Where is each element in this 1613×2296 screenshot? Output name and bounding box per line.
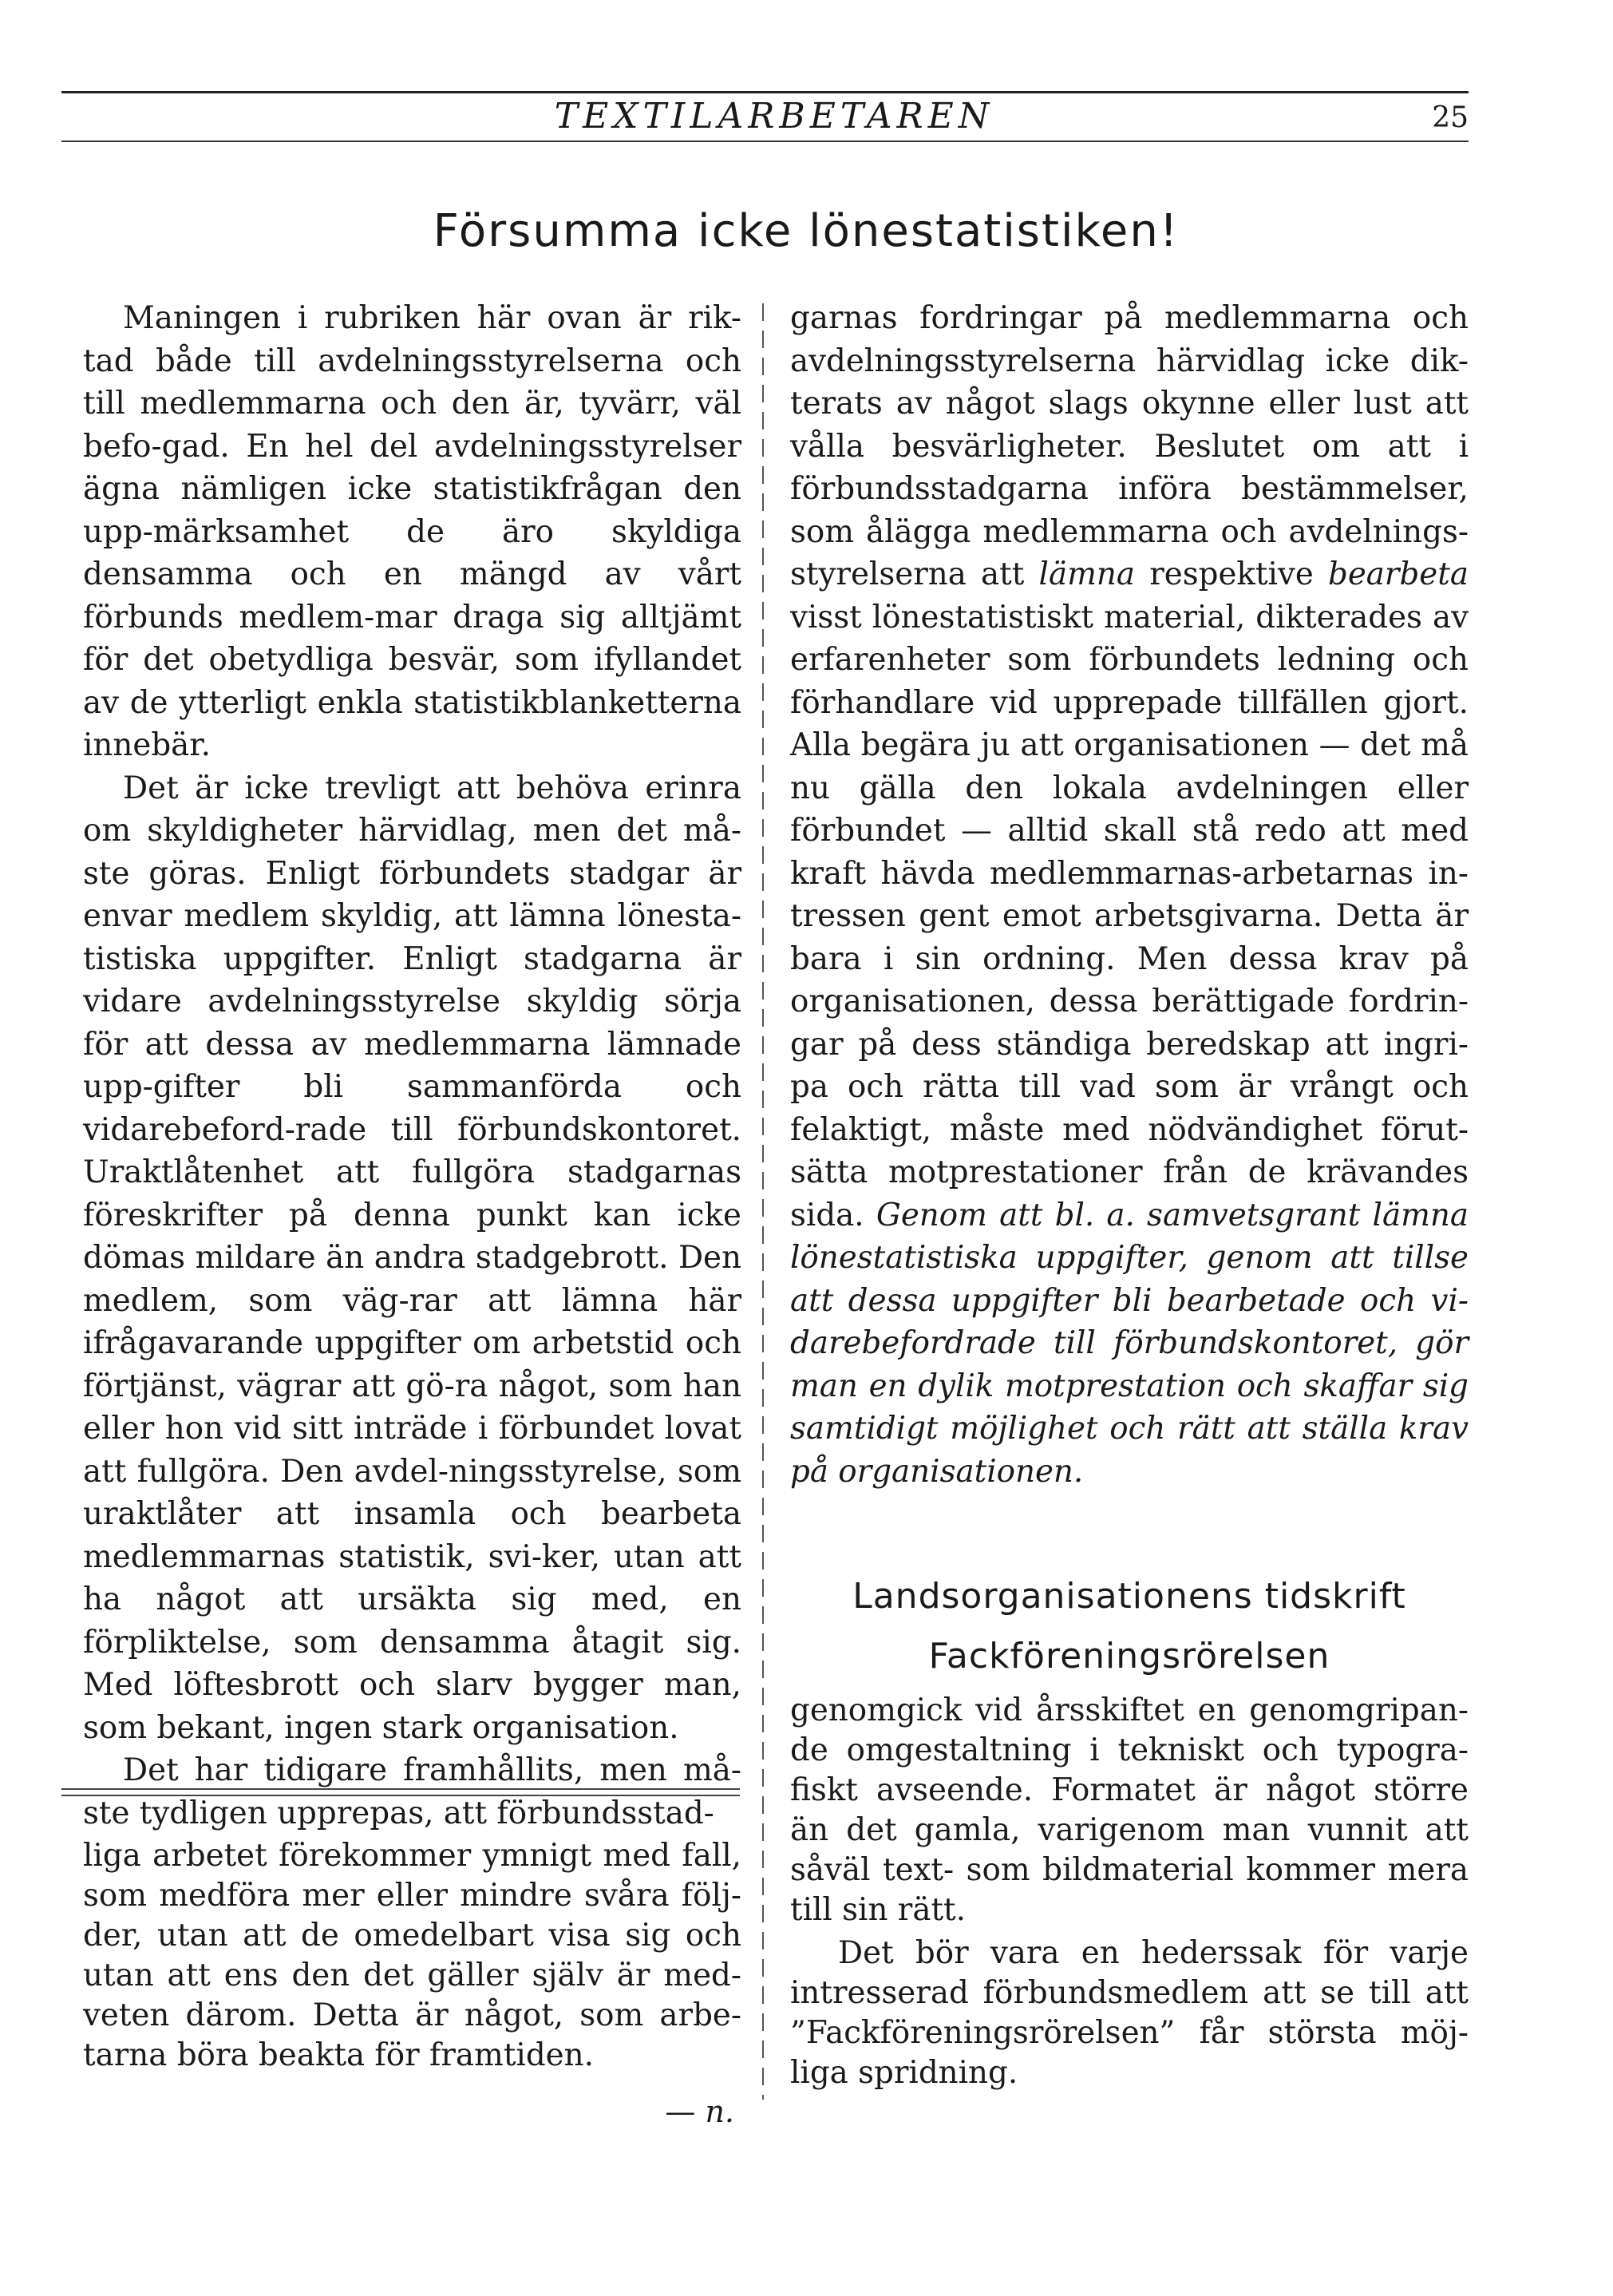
signature: — n. xyxy=(665,2094,734,2129)
section-rule xyxy=(61,1788,740,1796)
article2-body xyxy=(790,1691,1469,2093)
text-run: garnas fordringar på medlemmarna och avdelningsstyrelserna härvidlag icke dik-terats av något slags okynne eller lust att vålla besvärligheter. Beslutet om att i förbundsstadgarna införa bestämmelser, som ålägga medlemmarna och avdelnings-styrelserna att xyxy=(790,300,1469,592)
continuation-text: liga arbetet förekommer ymnigt med fall, som medföra mer eller mindre svåra följ-der, utan att de omedelbart visa sig och utan att ens den det gäller själv är med-veten därom. Detta är något, som arbe-tarna böra beakta för framtiden. xyxy=(83,1838,741,2073)
emphasis: Genom att bl. a. samvetsgrant lämna lönestatistiska uppgifter, genom att tillse att dessa uppgifter bli bearbetade och vi-darebefordrade till förbundskontoret, gör man en dylik motprestation och skaffar sig samtidigt möjlighet och rätt att ställa krav på organisationen. xyxy=(790,1197,1469,1490)
column-divider xyxy=(762,303,764,2100)
article2-subheadline: Fackföreningsrörelsen xyxy=(928,1636,1330,1676)
paragraph: Det har tidigare framhållits, men må-ste tydligen upprepas, att förbundsstad- xyxy=(83,1752,741,1831)
emphasis: lämna xyxy=(1038,556,1135,592)
paragraph: Maningen i rubriken här ovan är rik-tad både till avdelningsstyrelserna och till medlemmarna och den är, tyvärr, väl befo-gad. En hel del avdelningsstyrelser ägna nämligen icke statistikfrågan den upp-märksamhet de äro skyldiga densamma och en mängd av vårt förbunds medlem-mar draga sig alltjämt för det obetydliga besvär, som ifyllandet av de ytterligt enkla statistikblanketterna innebär. xyxy=(83,300,741,763)
article-left-column xyxy=(83,297,741,1835)
header-rule-bottom xyxy=(61,141,1469,142)
paragraph xyxy=(790,297,1469,1493)
text-run: visst lönestatistiskt material, dikterades av erfarenheter som förbundets ledning och förhandlare vid upprepade tillfällen gjort. Alla begära ju att organisationen — det må nu gälla den lokala avdelningen eller förbundet — alltid skall stå redo att med kraft hävda medlemmarnas-arbetarnas in-tressen gent emot arbetsgivarna. Detta är bara i sin ordning. Men dessa krav på organisationen, dessa berättigade fordrin-gar på dess ständiga beredskap att ingri-pa och rätta till vad som är vrångt och felaktigt, måste med nödvändighet förut-sätta motprestationer från de krävandes sida. xyxy=(790,599,1469,1233)
page-number: 25 xyxy=(1432,101,1469,134)
paragraph: Det bör vara en hederssak för varje intresserad förbundsmedlem att se till att ”Fackföreningsrörelsen” får största möj-liga spridning. xyxy=(790,1935,1469,2091)
article-right-column xyxy=(790,297,1469,1493)
header-rule-top xyxy=(61,91,1469,93)
article-headline: Försumma icke lönestatistiken! xyxy=(433,205,1180,257)
article2-headline: Landsorganisationens tidskrift xyxy=(852,1576,1406,1617)
paragraph: genomgick vid årsskiftet en genomgripan-de omgestaltning i tekniskt och typogra-fiskt avseende. Formatet är något större än det gamla, varigenom man vunnit att såväl text- som bildmaterial kommer mera till sin rätt. xyxy=(790,1692,1469,1928)
emphasis: bearbeta xyxy=(1327,556,1469,592)
text-run: respektive xyxy=(1149,556,1314,592)
paragraph: Det är icke trevligt att behöva erinra om skyldigheter härvidlag, men det må-ste göras. Enligt förbundets stadgar är envar medlem skyldig, att lämna lönesta-tistiska uppgifter. Enligt stadgarna är vidare avdelningsstyrelse skyldig sörja för att dessa av medlemmarna lämnade upp-gifter bli sammanförda och vidarebeford-rade till förbundskontoret. Uraktlåtenhet att fullgöra stadgarnas föreskrifter på denna punkt kan icke dömas mildare än andra stadgebrott. Den medlem, som väg-rar att lämna här ifrågavarande uppgifter om arbetstid och förtjänst, vägrar att gö-ra något, som han eller hon vid sitt inträde i förbundet lovat att fullgöra. Den avdel-ningsstyrelse, som uraktlåter att insamla och bearbeta medlemmarnas statistik, svi-ker, utan att ha något att ursäkta sig med, en förpliktelse, som densamma åtagit sig. Med löftesbrott och slarv bygger man, som bekant, ingen stark organisation. xyxy=(83,770,741,1746)
running-title: TEXTILARBETAREN xyxy=(554,96,994,137)
